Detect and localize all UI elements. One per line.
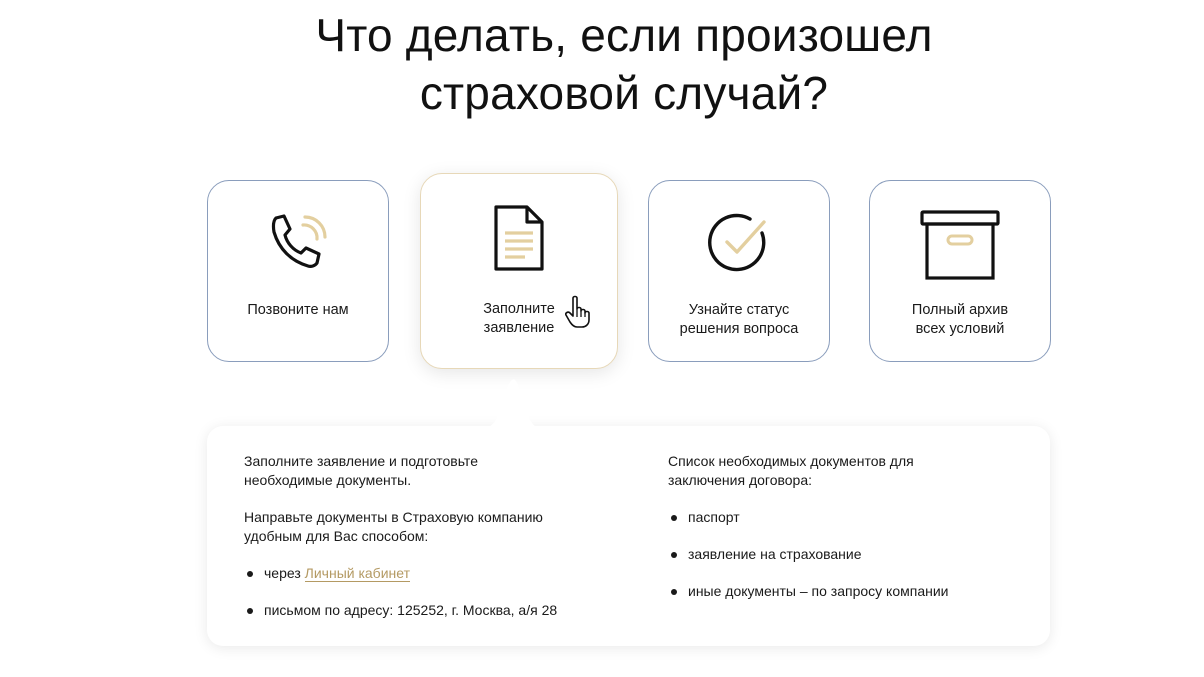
details-left-column xyxy=(244,452,634,620)
details-right-column xyxy=(668,452,1028,601)
personal-account-link[interactable]: Личный кабинет xyxy=(304,565,410,581)
card-label: Полный архив всех условий xyxy=(911,302,1009,337)
phone-icon xyxy=(263,207,333,277)
page-title xyxy=(0,6,1204,122)
list-item: письмом по адресу: 125252, г. Москва, а/я 28 xyxy=(244,601,634,620)
required-documents-list xyxy=(668,508,1028,601)
details-left-text: Направьте документы в Страховую компанию удобным для Вас способом: xyxy=(244,509,543,544)
card-check-status[interactable] xyxy=(648,180,830,362)
list-item: иные документы – по запросу компании xyxy=(668,582,1028,601)
card-conditions-archive[interactable] xyxy=(869,180,1051,362)
page-title-line-2: страховой случай? xyxy=(419,67,829,119)
card-call-us[interactable] xyxy=(207,180,389,362)
archive-box-icon xyxy=(918,208,1002,282)
card-label: Позвоните нам xyxy=(247,302,349,318)
check-circle-icon xyxy=(704,209,774,279)
list-item: заявление на страхование xyxy=(668,545,1028,564)
card-fill-application[interactable] xyxy=(420,173,618,369)
details-left-heading: Заполните заявление и подготовьте необходимые документы. xyxy=(244,453,478,488)
submission-methods-list xyxy=(244,564,634,620)
document-icon xyxy=(489,202,549,274)
card-label: Узнайте статус решения вопроса xyxy=(679,302,799,337)
details-panel xyxy=(207,426,1050,646)
details-right-heading: Список необходимых документов для заключения договора: xyxy=(668,453,914,488)
list-item: паспорт xyxy=(668,508,1028,527)
details-pointer xyxy=(478,376,548,430)
list-item: через Личный кабинет xyxy=(244,564,634,583)
hand-pointer-cursor-icon xyxy=(565,295,591,329)
card-label: Заполните заявление xyxy=(483,301,555,336)
page-title-line-1: Что делать, если произошел xyxy=(315,9,933,61)
